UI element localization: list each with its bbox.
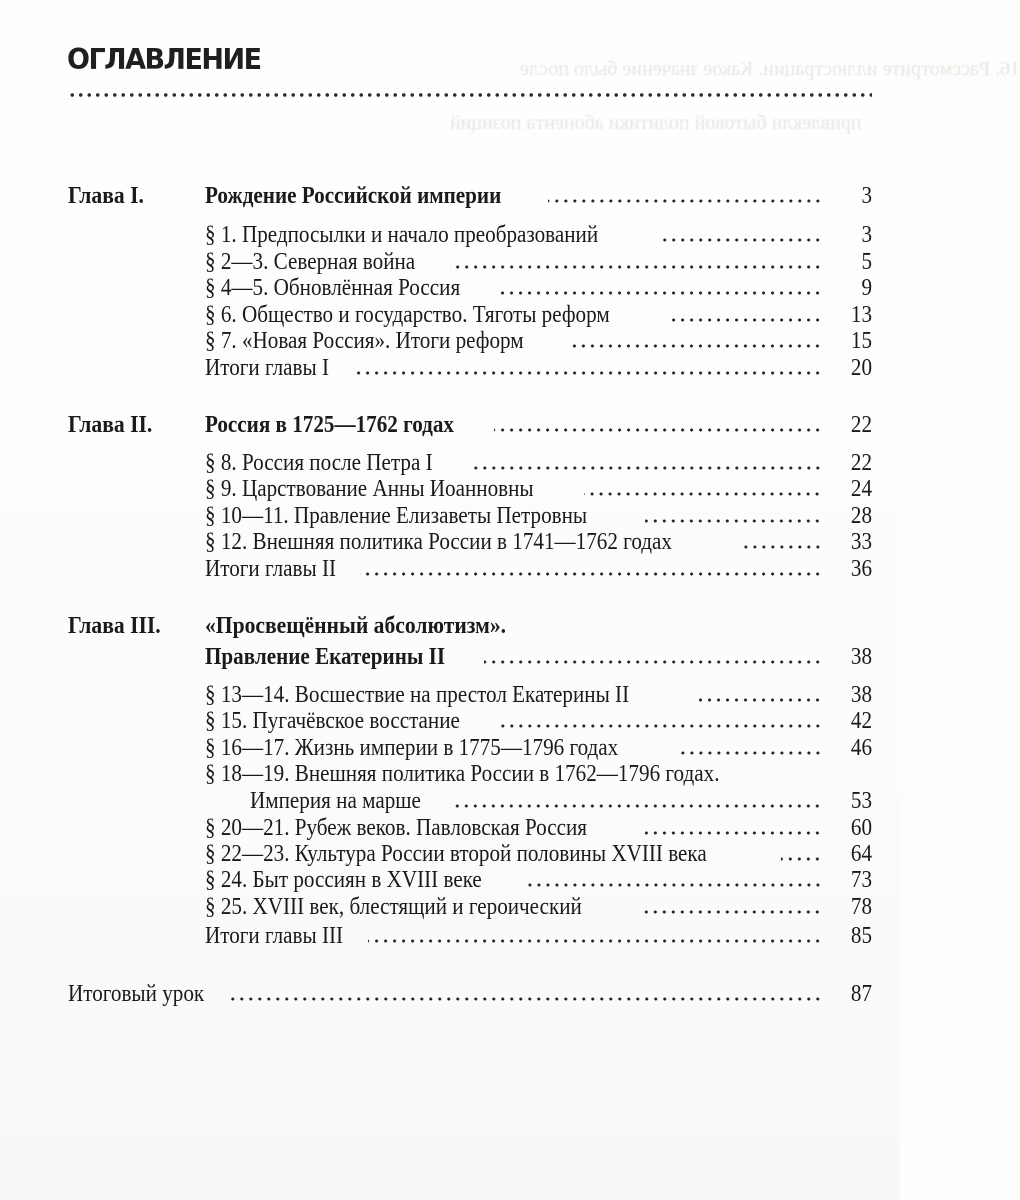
entry-title: § 2—3. Северная война (205, 249, 416, 275)
page-number: 38 (850, 644, 872, 670)
page-number: 33 (850, 529, 872, 555)
dot-leader (526, 883, 822, 887)
dot-leader (360, 572, 822, 576)
dot-leader (584, 492, 822, 496)
dot-leader (645, 519, 822, 523)
chapter-title-entry[interactable] (205, 411, 872, 439)
page-number: 73 (850, 867, 872, 893)
page-number: 22 (850, 450, 872, 476)
page-number: 5 (861, 249, 872, 275)
page-number: 13 (850, 302, 872, 328)
page-number: 87 (850, 981, 872, 1007)
bleed-through-text: привлекли бытовой политики абонента позиций (450, 112, 862, 134)
toc-entry[interactable] (250, 787, 872, 815)
toc-entry[interactable] (205, 475, 872, 503)
toc-entry-summary[interactable] (205, 555, 872, 583)
toc-entry[interactable] (205, 502, 872, 530)
toc-entry[interactable] (205, 221, 872, 249)
dot-leader (352, 371, 822, 375)
entry-title: Итоги главы II (205, 556, 337, 582)
dot-leader (450, 804, 822, 808)
chapter-title-entry[interactable] (205, 182, 872, 210)
dot-leader (470, 466, 822, 470)
toc-entry-summary[interactable] (205, 354, 872, 382)
entry-title: § 6. Общество и государство. Тяготы реформ (205, 302, 610, 328)
toc-entry[interactable] (205, 274, 872, 302)
toc-entry-multiline-first[interactable] (205, 760, 872, 788)
dot-leader (494, 428, 822, 432)
toc-entry-final-lesson[interactable] (68, 980, 872, 1008)
entry-title: Итоговый урок (68, 981, 205, 1007)
entry-title: § 25. XVIII век, блестящий и героический (205, 894, 582, 920)
dot-leader (368, 939, 822, 943)
chapter-title: Россия в 1725—1762 годах (205, 412, 454, 438)
dot-leader (742, 545, 822, 549)
entry-title: § 8. Россия после Петра I (205, 450, 433, 476)
entry-title: § 16—17. Жизнь империи в 1775—1796 годах (205, 735, 619, 761)
chapter-label: Глава III. (68, 613, 161, 639)
toc-entry[interactable] (205, 814, 872, 842)
toc-entry[interactable] (205, 734, 872, 762)
dot-leader (681, 751, 822, 755)
toc-entry[interactable] (205, 528, 872, 556)
dot-leader (781, 857, 822, 861)
dot-leader (484, 660, 822, 664)
entry-title: Итоги главы I (205, 355, 329, 381)
entry-title: § 1. Предпосылки и начало преобразований (205, 222, 599, 248)
toc-entry[interactable] (205, 840, 872, 868)
page-number: 85 (850, 923, 872, 949)
toc-entry-summary[interactable] (205, 922, 872, 950)
chapter-title: Правление Екатерины II (205, 644, 446, 670)
page-title: ОГЛАВЛЕНИЕ (67, 44, 261, 77)
entry-title: Империя на марше (250, 788, 421, 814)
toc-entry[interactable] (205, 866, 872, 894)
entry-title: § 20—21. Рубеж веков. Павловская Россия (205, 815, 588, 841)
page-number: 64 (850, 841, 872, 867)
chapter-title-line1[interactable]: «Просвещённый абсолютизм». (205, 613, 507, 639)
dot-leader (501, 724, 822, 728)
page-number: 3 (861, 222, 872, 248)
toc-entry[interactable] (205, 893, 872, 921)
dot-leader (645, 831, 822, 835)
page-number: 9 (861, 275, 872, 301)
page-number: 15 (850, 328, 872, 354)
page-number: 46 (850, 735, 872, 761)
page-number: 42 (850, 708, 872, 734)
page-number: 20 (850, 355, 872, 381)
dot-leader (573, 344, 822, 348)
entry-title: § 10—11. Правление Елизаветы Петровны (205, 503, 588, 529)
entry-title: § 24. Быт россиян в XVIII веке (205, 867, 482, 893)
toc-entry[interactable] (205, 449, 872, 477)
dot-leader (450, 265, 822, 269)
chapter-title: Рождение Российской империи (205, 183, 502, 209)
entry-title: § 7. «Новая Россия». Итоги реформ (205, 328, 524, 354)
page-number: 3 (861, 183, 872, 209)
page-number: 53 (850, 788, 872, 814)
dot-leader (639, 910, 822, 914)
dot-leader (229, 997, 822, 1001)
dot-leader (693, 698, 822, 702)
bleed-through-text: 16. Рассмотрите иллюстрации. Какое значение было после (520, 58, 1020, 80)
entry-title: § 22—23. Культура России второй половины XVIII века (205, 841, 707, 867)
toc-entry[interactable] (205, 681, 872, 709)
page-number: 22 (850, 412, 872, 438)
toc-entry[interactable] (205, 248, 872, 276)
dot-leader (671, 318, 822, 322)
page-number: 24 (850, 476, 872, 502)
page-number: 60 (850, 815, 872, 841)
entry-title: § 15. Пугачёвское восстание (205, 708, 460, 734)
dotted-rule (68, 92, 872, 98)
dot-leader (658, 238, 822, 242)
entry-title: § 13—14. Восшествие на престол Екатерины II (205, 682, 630, 708)
toc-entry[interactable] (205, 707, 872, 735)
page-number: 36 (850, 556, 872, 582)
page-number: 28 (850, 503, 872, 529)
toc-entry[interactable] (205, 301, 872, 329)
chapter-title-entry[interactable] (205, 643, 872, 671)
chapter-label: Глава I. (68, 183, 144, 209)
page-number: 78 (850, 894, 872, 920)
dot-leader (548, 199, 822, 203)
entry-title: Итоги главы III (205, 923, 344, 949)
entry-title: § 9. Царствование Анны Иоанновны (205, 476, 534, 502)
toc-entry[interactable] (205, 327, 872, 355)
chapter-label: Глава II. (68, 412, 153, 438)
entry-title: § 12. Внешняя политика России в 1741—1762 годах (205, 529, 672, 555)
entry-title: § 18—19. Внешняя политика России в 1762—1796 годах. (205, 761, 720, 787)
entry-title: § 4—5. Обновлённая Россия (205, 275, 461, 301)
dot-leader (501, 291, 822, 295)
page-number: 38 (850, 682, 872, 708)
